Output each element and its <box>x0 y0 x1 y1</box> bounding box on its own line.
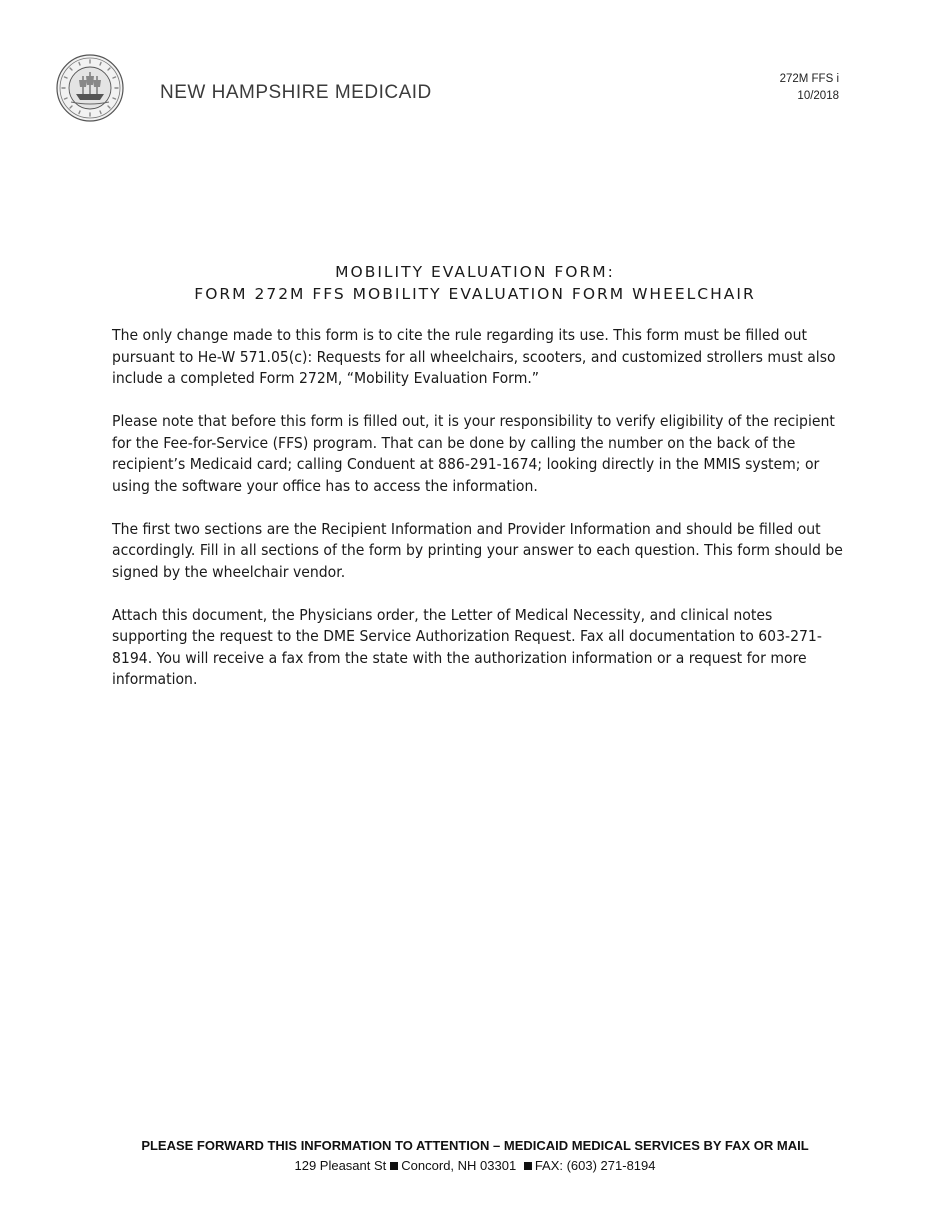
title-line-1: MOBILITY EVALUATION FORM: <box>335 263 615 281</box>
form-date: 10/2018 <box>797 90 839 102</box>
square-bullet-icon <box>524 1162 532 1170</box>
square-bullet-icon <box>390 1162 398 1170</box>
form-code: 272M FFS i <box>779 73 839 85</box>
paragraph-eligibility: Please note that before this form is filled out, it is your responsibility to verify eligibility of the recipient for the Fee-for-Service (FFS) program. That can be done by calling the number on the back of the recipient’s Medicaid card; calling Conduent at 886-291-1674; looking directly in the MMIS system; or using the software your office has to access the information. <box>112 412 835 495</box>
paragraph-rule-citation: The only change made to this form is to cite the rule regarding its use. This form must be filled out pursuant to He-W 571.05(c): Requests for all wheelchairs, scooters, and customized strollers must also include a completed Form 272M, “Mobility Evaluation Form.” <box>112 326 836 387</box>
state-seal-icon <box>56 54 124 122</box>
agency-name: NEW HAMPSHIRE MEDICAID <box>160 82 432 103</box>
address-city: Concord, NH 03301 <box>401 1158 517 1173</box>
footer <box>0 1136 950 1176</box>
fax-number: FAX: (603) 271-8194 <box>534 1158 656 1173</box>
title-line-2: FORM 272M FFS MOBILITY EVALUATION FORM WHEELCHAIR <box>194 285 756 303</box>
paragraph-sections: The first two sections are the Recipient Information and Provider Information and should be filled out accordingly. Fill in all sections of the form by printing your answer to each question. This form should be signed by the wheelchair vendor. <box>112 519 843 581</box>
footer-contact <box>0 1156 950 1176</box>
document-title <box>0 261 950 305</box>
form-meta <box>780 71 839 105</box>
address-street: 129 Pleasant St <box>294 1158 387 1173</box>
footer-notice: PLEASE FORWARD THIS INFORMATION TO ATTENTION – MEDICAID MEDICAL SERVICES BY FAX OR MAIL <box>141 1138 809 1153</box>
paragraph-attachments: Attach this document, the Physicians order, the Letter of Medical Necessity, and clinical notes supporting the request to the DME Service Authorization Request. Fax all documentation to 603-271-8194. You will receive a fax from the state with the authorization information or a request for more information. <box>112 605 822 688</box>
instructions-body <box>112 325 842 712</box>
